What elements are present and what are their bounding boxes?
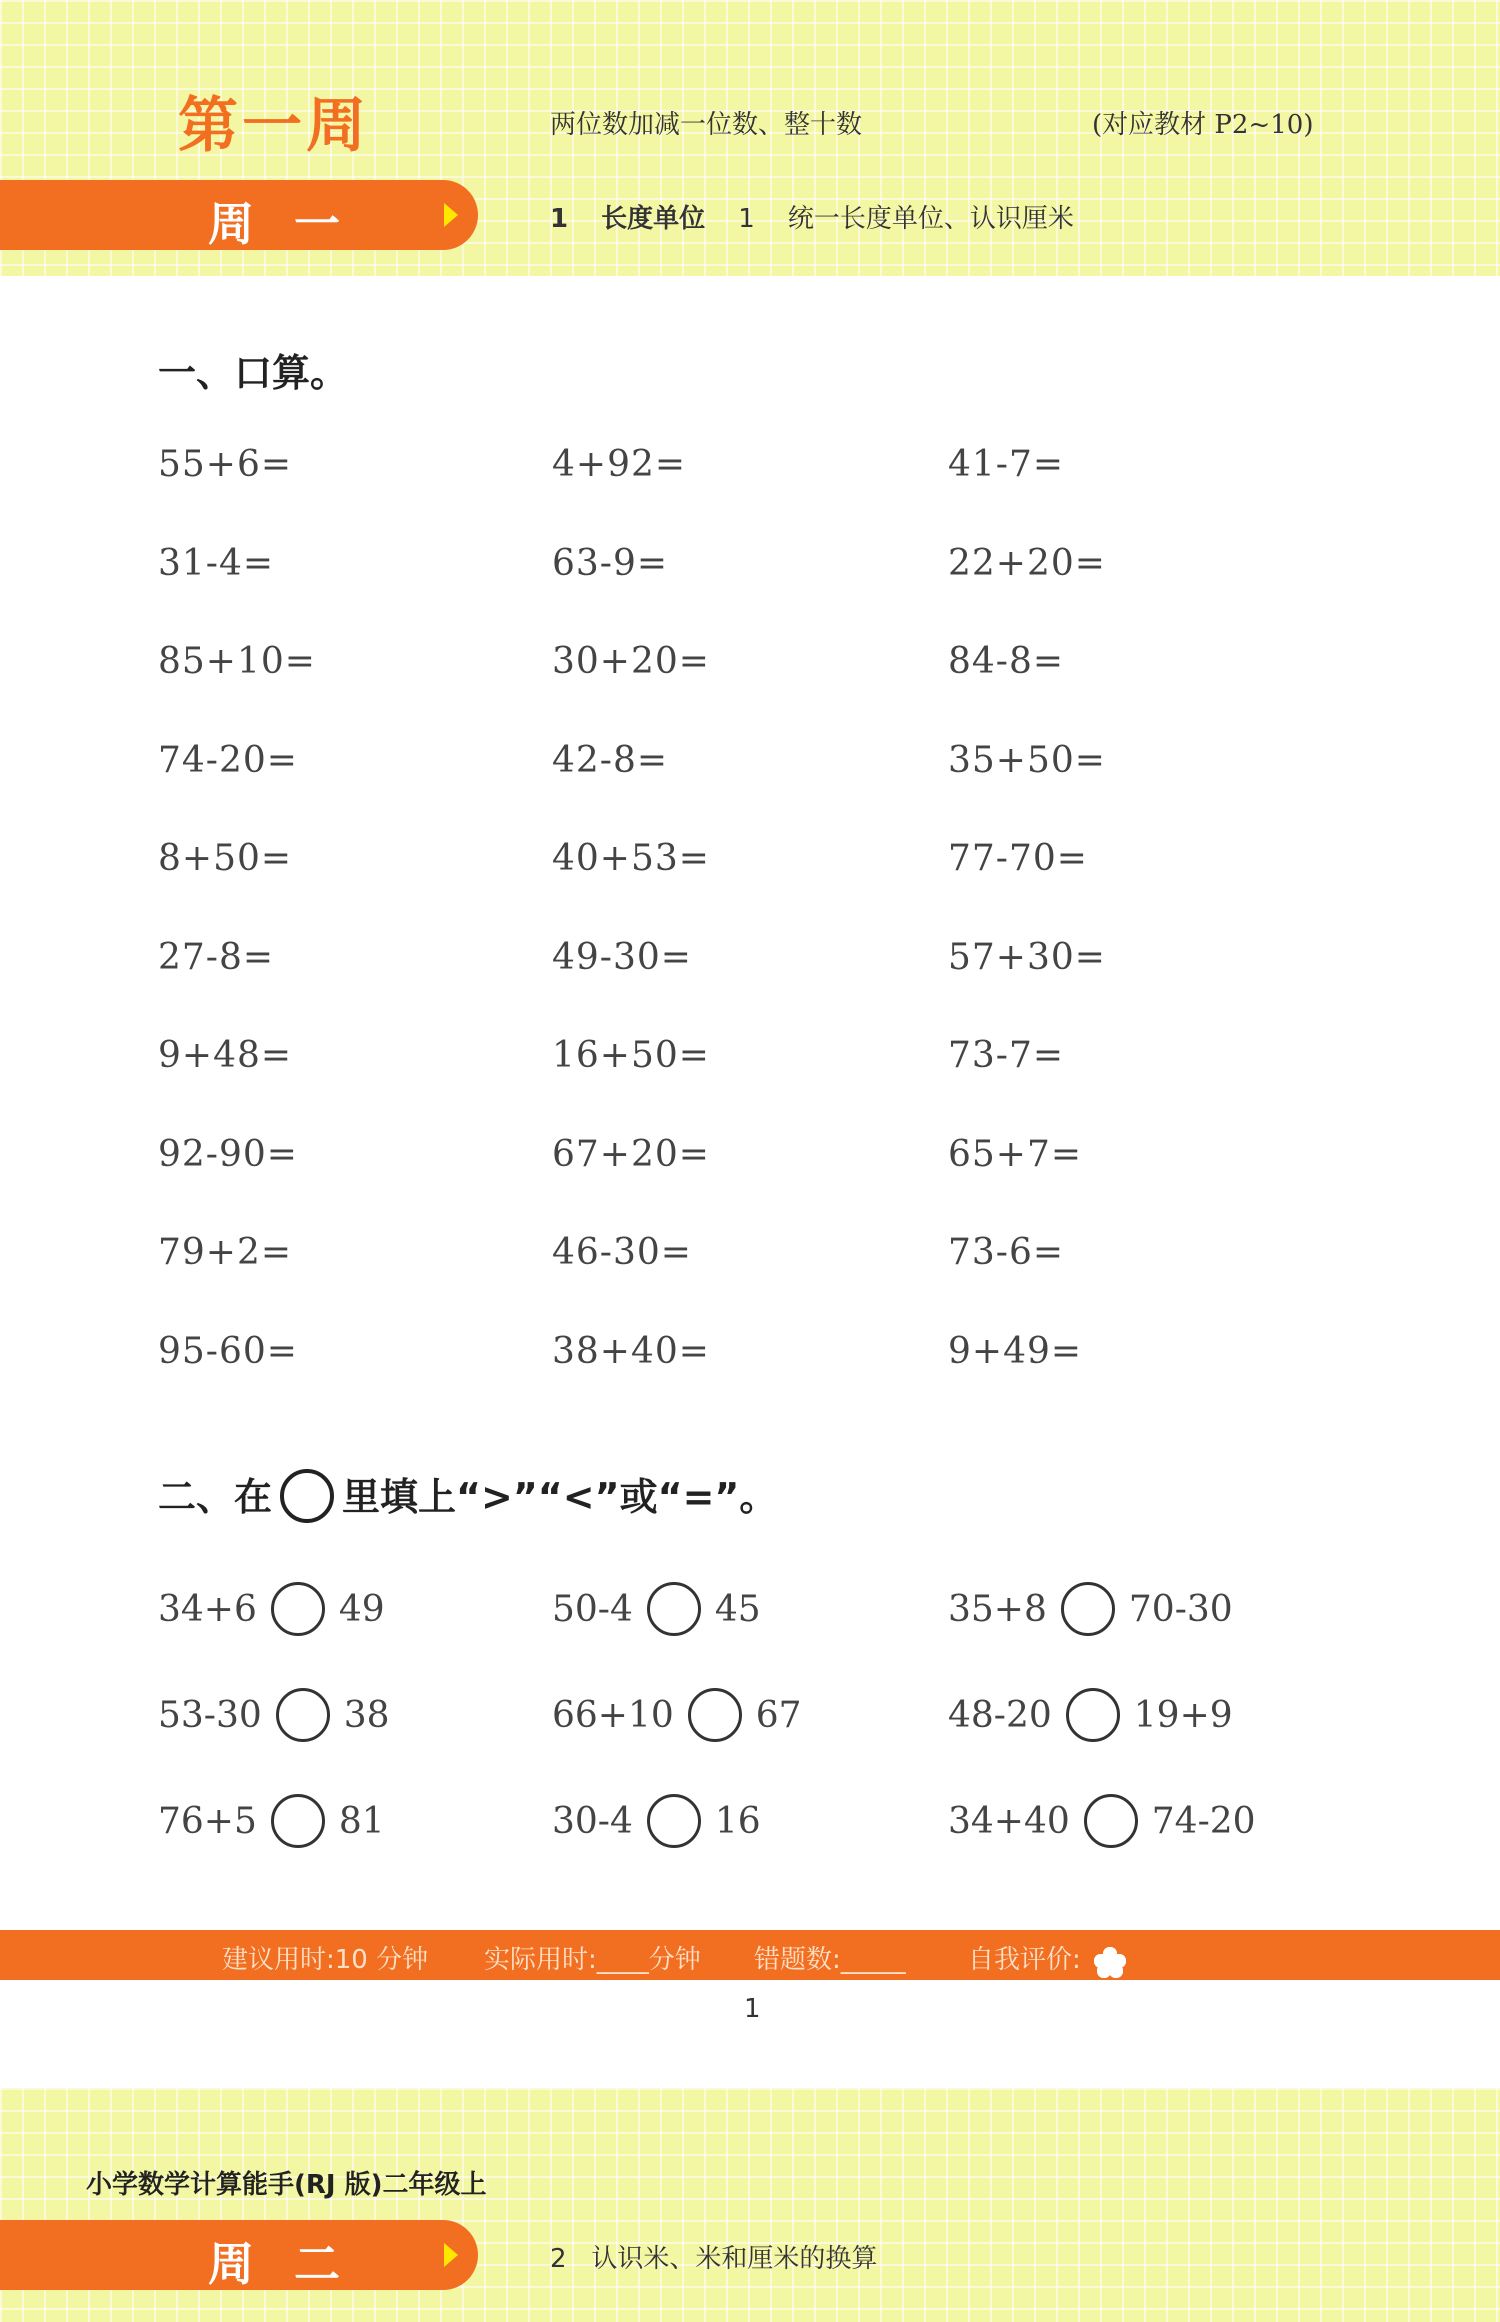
compare-right: 70-30 bbox=[1128, 1588, 1233, 1630]
oral-calc-item: 42-8= bbox=[552, 739, 669, 781]
answer-circle[interactable] bbox=[1066, 1688, 1120, 1742]
suggested-time: 建议用时:10 分钟 bbox=[222, 1945, 429, 1975]
next-page-header bbox=[0, 2088, 1500, 2322]
oral-calc-item: 35+50= bbox=[948, 739, 1106, 781]
compare-left: 53-30 bbox=[158, 1694, 262, 1736]
lesson-number: 1 bbox=[550, 204, 569, 234]
oral-calc-item: 74-20= bbox=[158, 739, 298, 781]
sub-lesson-number: 1 bbox=[738, 204, 755, 234]
play-arrow-icon bbox=[444, 2243, 458, 2267]
answer-circle[interactable] bbox=[688, 1688, 742, 1742]
compare-right: 74-20 bbox=[1151, 1800, 1256, 1842]
compare-left: 50-4 bbox=[552, 1588, 633, 1630]
compare-right: 81 bbox=[338, 1800, 385, 1842]
oral-calc-item: 77-70= bbox=[948, 838, 1088, 879]
oral-calc-item: 95-60= bbox=[158, 1330, 298, 1372]
compare-left: 66+10 bbox=[552, 1694, 674, 1736]
page-header bbox=[0, 0, 1500, 276]
compare-item bbox=[158, 1794, 385, 1848]
compare-item bbox=[948, 1794, 1256, 1848]
error-count: 错题数:_____ bbox=[754, 1945, 906, 1975]
lesson-info bbox=[550, 198, 1074, 235]
oral-calc-item: 73-6= bbox=[948, 1232, 1065, 1273]
oral-calc-item: 8+50= bbox=[158, 838, 293, 879]
oral-calc-item: 49-30= bbox=[552, 936, 692, 978]
oral-calc-item: 65+7= bbox=[948, 1133, 1083, 1175]
compare-item bbox=[948, 1688, 1233, 1742]
compare-right: 49 bbox=[338, 1588, 385, 1630]
oral-calc-item: 63-9= bbox=[552, 542, 669, 584]
compare-item bbox=[158, 1688, 390, 1742]
section1-title: 一、口算。 bbox=[158, 351, 349, 395]
play-arrow-icon bbox=[444, 203, 458, 227]
answer-circle[interactable] bbox=[647, 1794, 701, 1848]
lesson-number: 2 bbox=[550, 2244, 567, 2274]
compare-left: 76+5 bbox=[158, 1800, 257, 1842]
compare-left: 48-20 bbox=[948, 1694, 1052, 1736]
compare-item bbox=[552, 1688, 802, 1742]
compare-right: 67 bbox=[755, 1694, 802, 1736]
lesson-name: 长度单位 bbox=[601, 204, 706, 234]
oral-calc-item: 38+40= bbox=[552, 1330, 710, 1372]
day-tab-label: 周一 bbox=[208, 197, 380, 251]
oral-calc-item: 22+20= bbox=[948, 542, 1106, 584]
oral-calc-item: 79+2= bbox=[158, 1232, 293, 1273]
oral-calc-item: 55+6= bbox=[158, 444, 293, 485]
oral-calc-item: 57+30= bbox=[948, 936, 1106, 978]
section2-title-post: 里填上“>”“<”或“=”。 bbox=[342, 1475, 778, 1519]
actual-time: 实际用时:____分钟 bbox=[484, 1945, 701, 1975]
oral-calc-item: 67+20= bbox=[552, 1133, 710, 1175]
week-topic: 两位数加减一位数、整十数 bbox=[550, 110, 863, 140]
circle-icon bbox=[280, 1469, 334, 1523]
page-number: 1 bbox=[744, 1994, 761, 2024]
oral-calc-item: 31-4= bbox=[158, 542, 275, 584]
oral-calc-item: 4+92= bbox=[552, 444, 687, 485]
next-lesson-info bbox=[550, 2238, 877, 2275]
answer-circle[interactable] bbox=[1084, 1794, 1138, 1848]
oral-calc-item: 73-7= bbox=[948, 1035, 1065, 1076]
oral-calc-item: 30+20= bbox=[552, 641, 710, 682]
flower-icon[interactable] bbox=[1094, 1947, 1126, 1979]
answer-circle[interactable] bbox=[1061, 1582, 1115, 1636]
oral-calc-item: 92-90= bbox=[158, 1133, 298, 1175]
compare-right: 16 bbox=[714, 1800, 761, 1842]
day-tab-label: 周二 bbox=[208, 2237, 380, 2291]
compare-item bbox=[552, 1794, 761, 1848]
section2-title-pre: 二、在 bbox=[158, 1475, 273, 1519]
week-title: 第一周 bbox=[178, 91, 370, 161]
compare-item bbox=[948, 1582, 1233, 1636]
oral-calc-item: 85+10= bbox=[158, 641, 316, 682]
sub-lesson-name: 统一长度单位、认识厘米 bbox=[787, 204, 1074, 234]
section2-title bbox=[158, 1466, 777, 1527]
textbook-reference: (对应教材 P2~10) bbox=[1092, 110, 1314, 140]
compare-left: 34+6 bbox=[158, 1588, 257, 1630]
compare-right: 19+9 bbox=[1133, 1694, 1233, 1736]
oral-calc-item: 40+53= bbox=[552, 838, 710, 879]
lesson-name: 认识米、米和厘米的换算 bbox=[591, 2244, 878, 2274]
oral-calc-item: 16+50= bbox=[552, 1035, 710, 1076]
self-evaluation-label: 自我评价: bbox=[968, 1945, 1081, 1975]
oral-calc-item: 41-7= bbox=[948, 444, 1065, 485]
compare-left: 35+8 bbox=[948, 1588, 1047, 1630]
compare-right: 45 bbox=[714, 1588, 761, 1630]
oral-calc-item: 27-8= bbox=[158, 936, 275, 978]
compare-item bbox=[552, 1582, 761, 1636]
day-tab-monday bbox=[0, 180, 478, 250]
oral-calc-item: 9+49= bbox=[948, 1330, 1083, 1372]
oral-calc-item: 84-8= bbox=[948, 641, 1065, 682]
compare-left: 30-4 bbox=[552, 1800, 633, 1842]
book-title: 小学数学计算能手(RJ 版)二年级上 bbox=[86, 2170, 487, 2200]
compare-left: 34+40 bbox=[948, 1800, 1070, 1842]
oral-calc-item: 9+48= bbox=[158, 1035, 293, 1076]
oral-calc-item: 46-30= bbox=[552, 1232, 692, 1273]
answer-circle[interactable] bbox=[276, 1688, 330, 1742]
answer-circle[interactable] bbox=[647, 1582, 701, 1636]
answer-circle[interactable] bbox=[271, 1794, 325, 1848]
day-tab-tuesday bbox=[0, 2220, 478, 2290]
answer-circle[interactable] bbox=[271, 1582, 325, 1636]
footer-bar bbox=[0, 1930, 1500, 1980]
compare-right: 38 bbox=[343, 1694, 390, 1736]
compare-item bbox=[158, 1582, 385, 1636]
